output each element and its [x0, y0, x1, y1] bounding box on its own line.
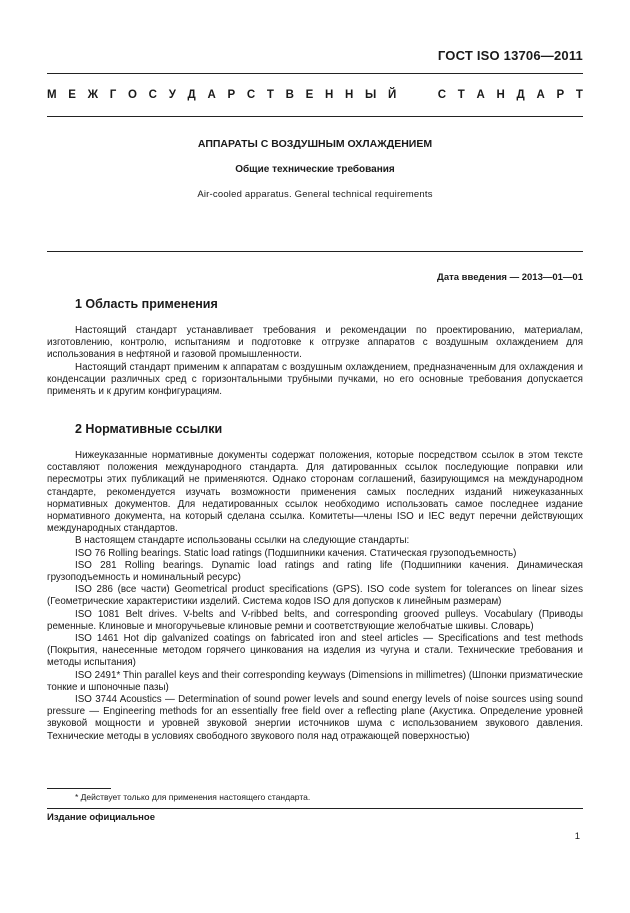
paragraph: Нижеуказанные нормативные документы содержат положения, которые посредством ссылок в этом тексте составляют положения международного стандарта. Для датированных ссылок последующие поправки или пересмотры этих публикаций не применяются. Однако сторонам соглашений, базирующимся на международном стандарте, рекомендуется изучать возможности применения самых последних изданий нижеуказанных нормативных документов. Для недатированных ссылок необходимо использовать самое последнее издание нормативного документа, на который сделана ссылка. Комитеты—члены ISO и IEC ведут перечни действующих международных стандартов.: [47, 450, 583, 535]
banner-letter: С: [246, 89, 256, 101]
footnote-rule: [47, 788, 111, 789]
english-title: Air-cooled apparatus. General technical requirements: [197, 189, 433, 200]
banner-letter: У: [168, 89, 176, 101]
banner-letter: А: [536, 89, 545, 101]
banner-letter: В: [285, 89, 294, 101]
section-1-heading: 1 Область применения: [75, 297, 218, 311]
banner-letter: [423, 88, 426, 102]
banner-letter: Н: [345, 89, 354, 101]
standard-banner: [47, 88, 583, 102]
reference-item: ISO 281 Rolling bearings. Dynamic load ratings and rating life (Подшипники качения. Динамическая грузоподъемность и номинальный ресурс): [47, 559, 583, 584]
banner-letter: Т: [575, 89, 583, 101]
banner-letter: С: [437, 89, 447, 101]
page-number: 1: [574, 831, 580, 842]
document-subtitle: Общие технические требования: [235, 164, 395, 175]
edition-rule: [47, 808, 583, 809]
paragraph: Настоящий стандарт устанавливает требования и рекомендации по проектированию, материалам, изготовлению, контролю, испытаниям и подготовке к отгрузке аппаратов с воздушным охлаждением для использования в нефтяной и газовой промышленности.: [47, 325, 583, 361]
reference-item: ISO 1081 Belt drives. V-belts and V-ribbed belts, and corresponding grooved pulleys. Vocabulary (Приводы ременные. Клиновые и многоручьевые клиновые ремни и соответствующие желобчатые шкивы. Словарь): [47, 608, 583, 632]
introduction-date: Дата введения — 2013—01—01: [437, 272, 583, 283]
banner-letter: Н: [324, 89, 334, 101]
banner-letter: А: [207, 89, 216, 101]
banner-letter: Ж: [87, 89, 99, 101]
banner-letter: Т: [457, 89, 465, 101]
header-rule-top: [47, 73, 583, 74]
banner-letter: Р: [556, 89, 565, 101]
reference-item: ISO 2491* Thin parallel keys and their corresponding keyways (Dimensions in millimetres) (Шпонки призматические тонкие и шпоночные пазы): [47, 669, 583, 693]
section-2-heading: 2 Нормативные ссылки: [75, 422, 223, 436]
banner-letter: Р: [227, 89, 236, 101]
section-1-body: [47, 325, 583, 398]
banner-letter: Й: [387, 89, 397, 101]
standard-code: ГОСТ ISO 13706—2011: [437, 48, 583, 63]
banner-letter: Ы: [365, 89, 377, 101]
banner-letter: Д: [516, 89, 525, 101]
banner-letter: А: [476, 89, 485, 101]
banner-letter: Е: [68, 89, 76, 101]
banner-letter: О: [128, 89, 137, 101]
banner-letter: Н: [496, 89, 505, 101]
reference-item: ISO 3744 Acoustics — Determination of sound power levels and sound energy levels of noise sources using sound pressure — Engineering methods for an essentially free field over a reflecting plane (Акустика. Определение уровней звуковой мощности и уровней звуковой энергии источников шума с использованием звукового давления. Технические методы в условиях свободного звукового поля над отражающей поверхностью): [47, 694, 583, 742]
banner-letter: Г: [109, 89, 117, 101]
banner-letter: С: [148, 89, 157, 101]
footnote: * Действует только для применения настоящего стандарта.: [75, 792, 311, 802]
title-rule: [47, 251, 583, 252]
paragraph: Настоящий стандарт применим к аппаратам с воздушным охлаждением, предназначенным для охлаждения и конденсации различных сред с горизонтальными трубными пучками, но его основные требования допускается применять и к другим конфигурациям.: [47, 361, 583, 398]
document-title: АППАРАТЫ С ВОЗДУШНЫМ ОХЛАЖДЕНИЕМ: [197, 138, 433, 150]
edition-label: Издание официальное: [47, 812, 155, 823]
banner-letter: [408, 88, 411, 102]
section-2-body: [47, 450, 583, 743]
paragraph: В настоящем стандарте использованы ссылки на следующие стандарты:: [75, 535, 410, 547]
header-rule-bottom: [47, 116, 583, 117]
banner-letter: М: [47, 89, 57, 101]
banner-letter: Т: [266, 89, 274, 101]
reference-item: ISO 286 (все части) Geometrical product specifications (GPS). ISO code system for tolerances on linear sizes (Геометрические характеристики изделий. Система кодов ISO для допусков к линейным размерам): [47, 584, 583, 608]
banner-letter: Е: [305, 89, 314, 101]
reference-item: ISO 1461 Hot dip galvanized coatings on fabricated iron and steel articles — Specifications and test methods (Покрытия, нанесенные методом горячего цинкования на изделия из чугуна и стали. Технические требования и методы испытания): [47, 633, 583, 669]
reference-item: ISO 76 Rolling bearings. Static load ratings (Подшипники качения. Статическая грузоподъемность): [75, 547, 517, 559]
banner-letter: Д: [187, 89, 196, 101]
